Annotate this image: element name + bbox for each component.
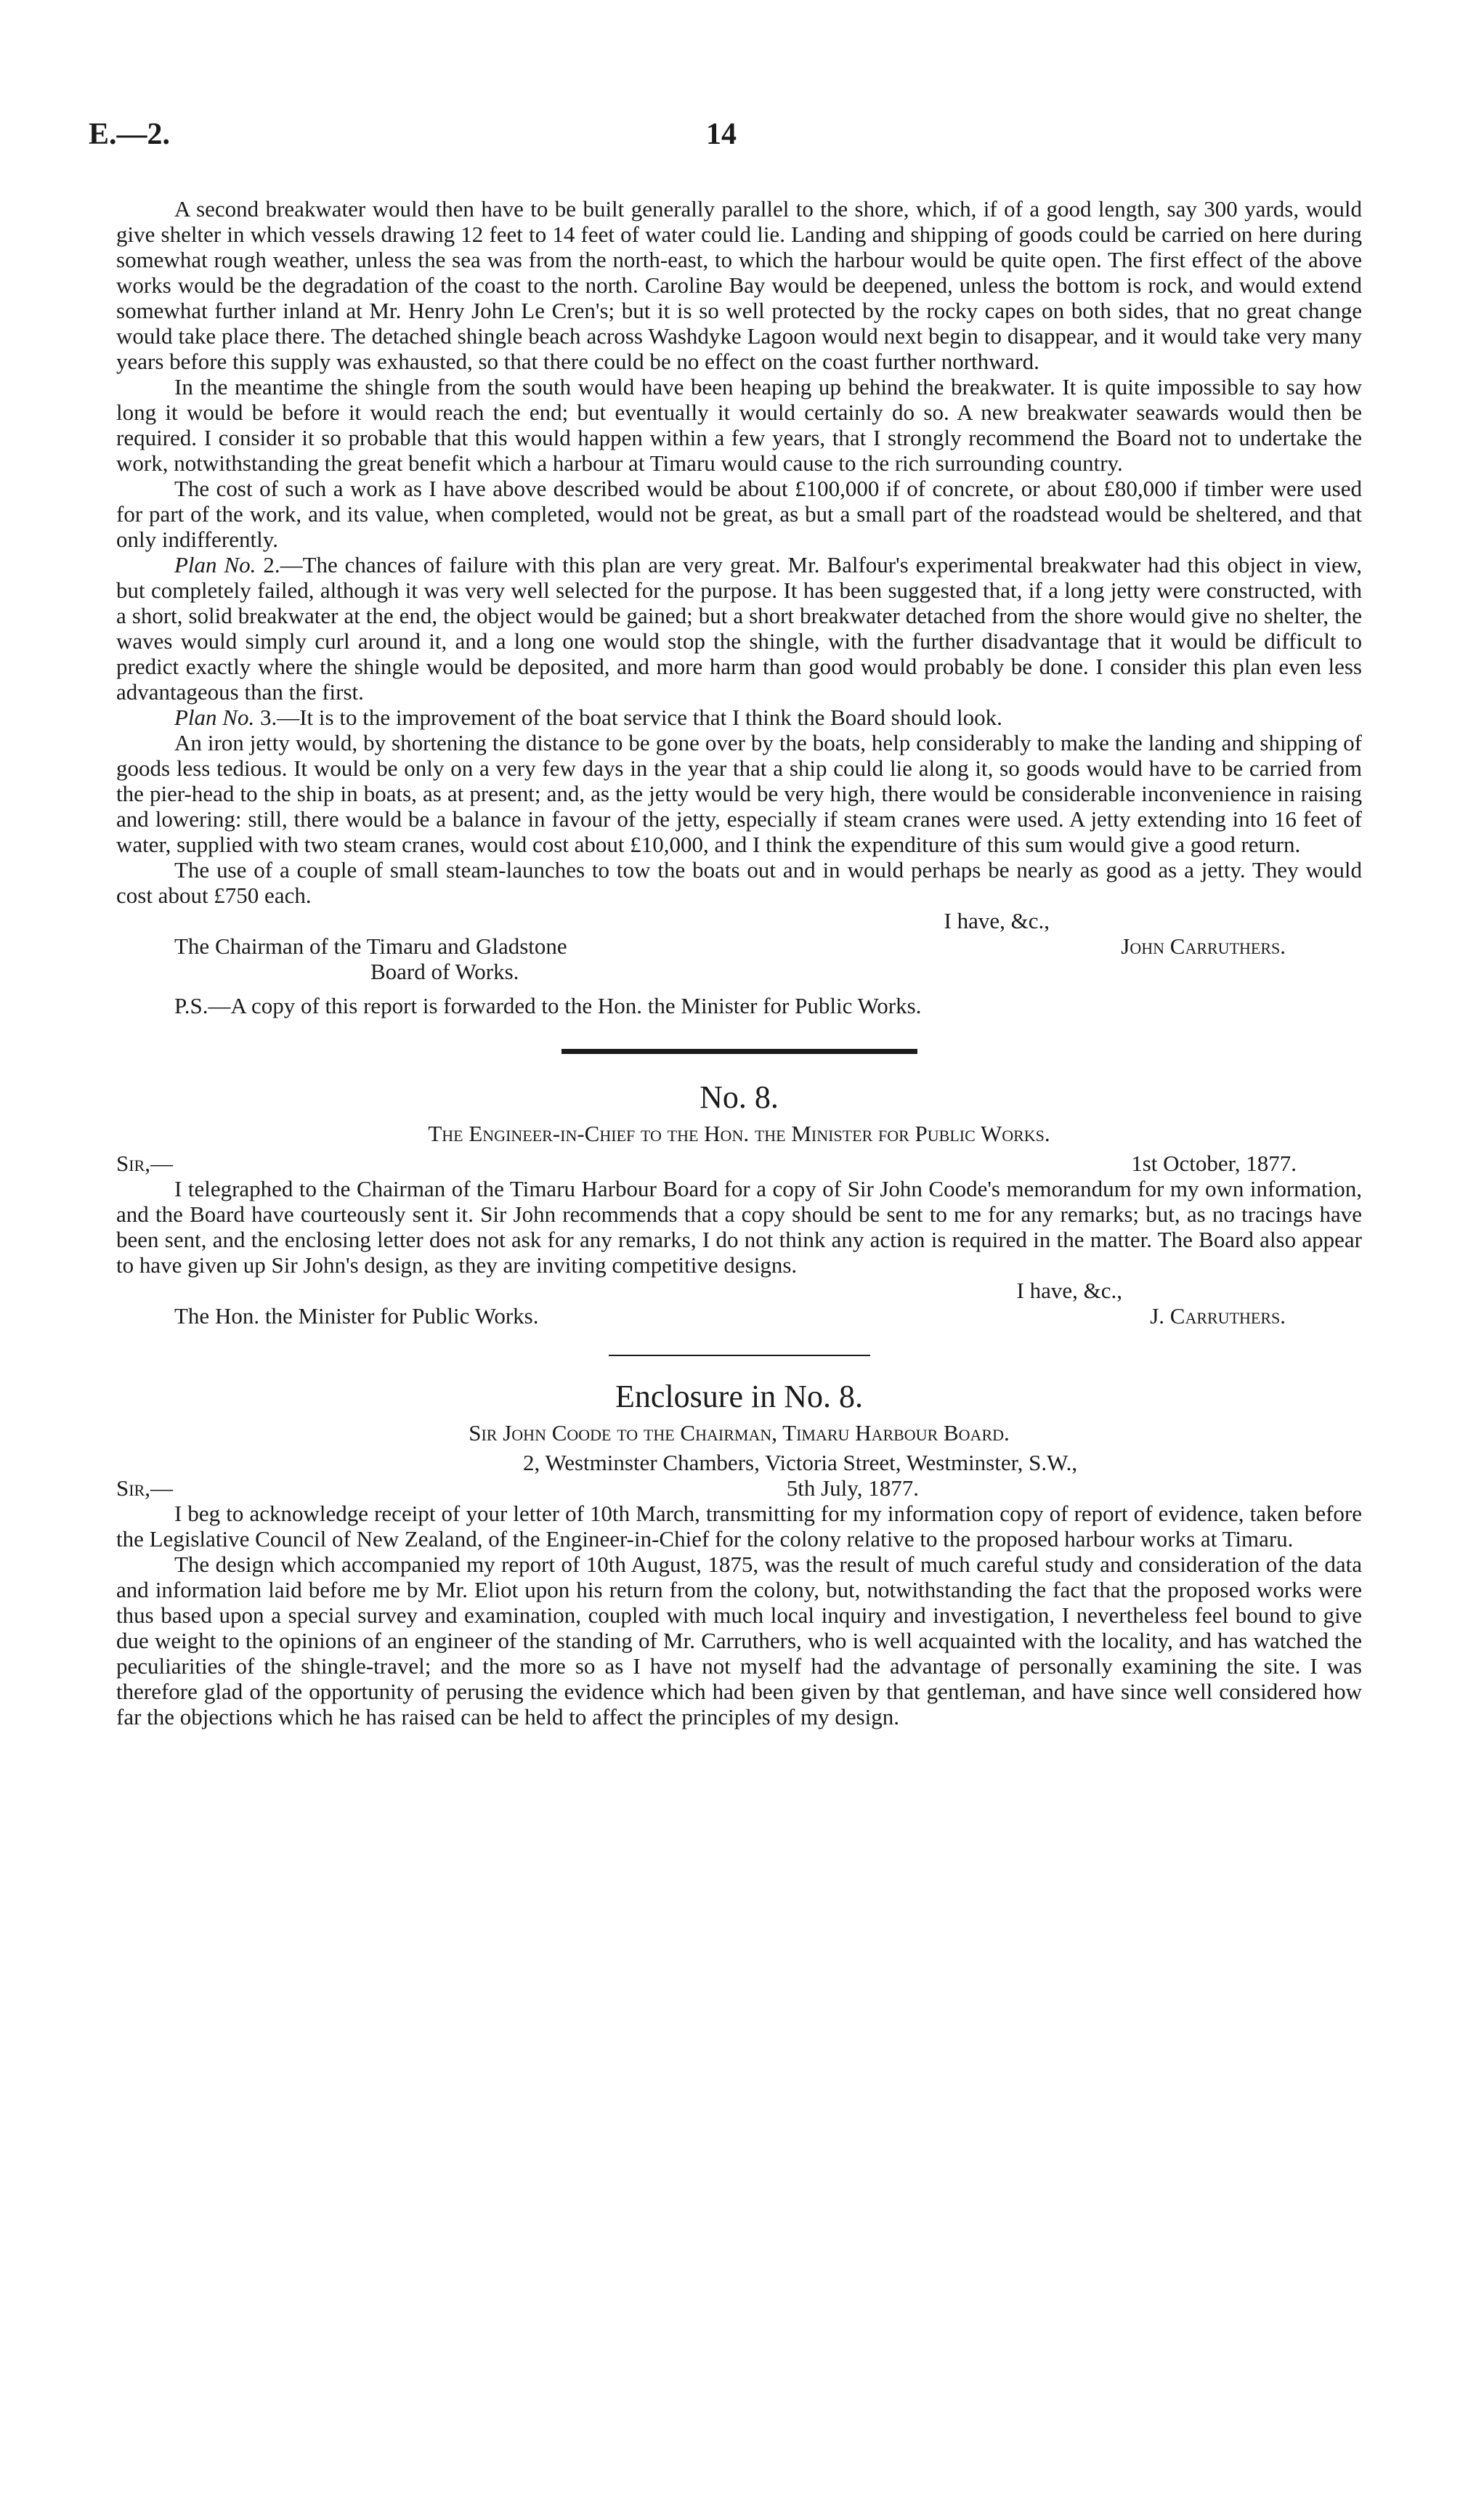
- plan-text: 2.—The chances of failure with this plan are very great. Mr. Balfour's experimental breakwater had this object in view, but completely failed, although it was very well selected for the purpose. It has been suggested that, if a long jetty were constructed, with a short, solid breakwater at the end, the object would be gained; but a short breakwater detached from the shore would give no shelter, the waves would simply curl around it, and a long one would stop the shingle, with the further disadvantage that it would be difficult to predict exactly where the shingle would be deposited, and more harm than good would probably be done. I consider this plan even less advantageous than the first.: [116, 552, 1362, 705]
- plan-label: Plan No.: [174, 552, 256, 577]
- paragraph: An iron jetty would, by shortening the distance to be gone over by the boats, help considerably to make the landing and shipping of goods less tedious. It would be only on a very few days in the year that a ship could lie along it, so goods would have to be carried from the pier-head to the ship in boats, as at present; and, as the jetty would be very high, there would be considerable inconvenience in raising and lowering: still, there would be a balance in favour of the jetty, especially if steam cranes were used. A jetty extending into 16 feet of water, supplied with two steam cranes, would cost about £10,000, and I think the expenditure of this sum would give a good return.: [116, 730, 1362, 857]
- addressee: The Chairman of the Timaru and Gladstone: [174, 933, 567, 959]
- postscript: P.S.—A copy of this report is forwarded to the Hon. the Minister for Public Works.: [174, 993, 922, 1018]
- paragraph-plan-2: [116, 552, 1362, 705]
- letter-date: 5th July, 1877.: [786, 1475, 919, 1501]
- addressee: The Hon. the Minister for Public Works.: [174, 1303, 539, 1329]
- paragraph: The use of a couple of small steam-launches to tow the boats out and in would perhaps be nearly as good as a jetty. They would cost about £750 each.: [116, 857, 1362, 908]
- paragraph: I telegraphed to the Chairman of the Timaru Harbour Board for a copy of Sir John Coode's memorandum for my own information, and the Board have courteously sent it. Sir John recommends that a copy should be sent to me for any remarks; but, as no tracings have been sent, and the enclosing letter does not ask for any remarks, I do not think any action is required in the matter. The Board also appear to have given up Sir John's design, as they are inviting competitive designs.: [116, 1176, 1362, 1278]
- addressee-line-2: Board of Works.: [370, 959, 519, 984]
- plan-label: Plan No.: [174, 705, 255, 730]
- salutation: Sir,—: [116, 1151, 173, 1176]
- enclosure-subheading: Sir John Coode to the Chairman, Timaru Harbour Board.: [469, 1420, 1010, 1445]
- page-number: 14: [706, 118, 737, 151]
- page-body: [116, 196, 1362, 1730]
- document-code: E.—2.: [89, 118, 171, 151]
- paragraph: The design which accompanied my report of 10th August, 1875, was the result of much careful study and consideration of the data and information laid before me by Mr. Eliot upon his return from the colony, but, notwithstanding the fact that the proposed works were thus based upon a special survey and examination, coupled with much local inquiry and investigation, I nevertheless feel bound to give due weight to the opinions of an engineer of the standing of Mr. Carruthers, who is well acquainted with the locality, and has watched the peculiarities of the shingle-travel; and the more so as I have not myself had the advantage of personally examining the site. I was therefore glad of the opportunity of perusing the evidence which had been given by that gentleman, and have since well considered how far the objections which he has raised can be held to affect the principles of my design.: [116, 1552, 1362, 1730]
- sender-address: 2, Westminster Chambers, Victoria Street, Westminster, S.W.,: [523, 1450, 1078, 1475]
- paragraph: A second breakwater would then have to be built generally parallel to the shore, which, if of a good length, say 300 yards, would give shelter in which vessels drawing 12 feet to 14 feet of water could lie. Landing and shipping of goods could be carried on here during somewhat rough weather, unless the sea was from the north-east, to which the harbour would be quite open. The first effect of the above works would be the degradation of the coast to the north. Caroline Bay would be deepened, unless the bottom is rock, and would extend somewhat further inland at Mr. Henry John Le Cren's; but it is so well protected by the rocky capes on both sides, that no great change would take place there. The detached shingle beach across Washdyke Lagoon would next begin to disappear, and it would take very many years before this supply was exhausted, so that there could be no effect on the coast further northward.: [116, 196, 1362, 374]
- salutation-row: [116, 1475, 1362, 1501]
- letter-subheading: The Engineer-in-Chief to the Hon. the Minister for Public Works.: [428, 1121, 1050, 1146]
- paragraph: The cost of such a work as I have above described would be about £100,000 if of concrete, or about £80,000 if timber were used for part of the work, and its value, when completed, would not be great, as but a small part of the roadstead would be sheltered, and that only indifferently.: [116, 476, 1362, 552]
- plan-text: 3.—It is to the improvement of the boat service that I think the Board should look.: [259, 705, 1002, 730]
- signature: John Carruthers.: [1121, 933, 1286, 959]
- paragraph: In the meantime the shingle from the south would have been heaping up behind the breakwater. It is quite impossible to say how long it would be before it would reach the end; but eventually it would certainly do so. A new breakwater seawards would then be required. I consider it so probable that this would happen within a few years, that I strongly recommend the Board not to undertake the work, notwithstanding the great benefit which a harbour at Timaru would cause to the rich surrounding country.: [116, 374, 1362, 476]
- signoff: I have, &c.,: [944, 908, 1050, 933]
- signature: J. Carruthers.: [1150, 1303, 1286, 1329]
- closing-row: [116, 933, 1362, 959]
- paragraph: I beg to acknowledge receipt of your letter of 10th March, transmitting for my information copy of report of evidence, taken before the Legislative Council of New Zealand, of the Engineer-in-Chief for the colony relative to the proposed harbour works at Timaru.: [116, 1501, 1362, 1552]
- paragraph-plan-3: [116, 705, 1362, 730]
- section-divider: [609, 1355, 870, 1356]
- section-divider: [561, 1049, 917, 1054]
- closing-row: [116, 1303, 1362, 1329]
- letter-date: 1st October, 1877.: [1131, 1151, 1297, 1176]
- salutation: Sir,—: [116, 1475, 173, 1501]
- enclosure-heading: Enclosure in No. 8.: [615, 1379, 863, 1414]
- letter-number-heading: No. 8.: [700, 1079, 779, 1115]
- salutation-row: [116, 1151, 1362, 1176]
- signoff: I have, &c.,: [1016, 1278, 1122, 1303]
